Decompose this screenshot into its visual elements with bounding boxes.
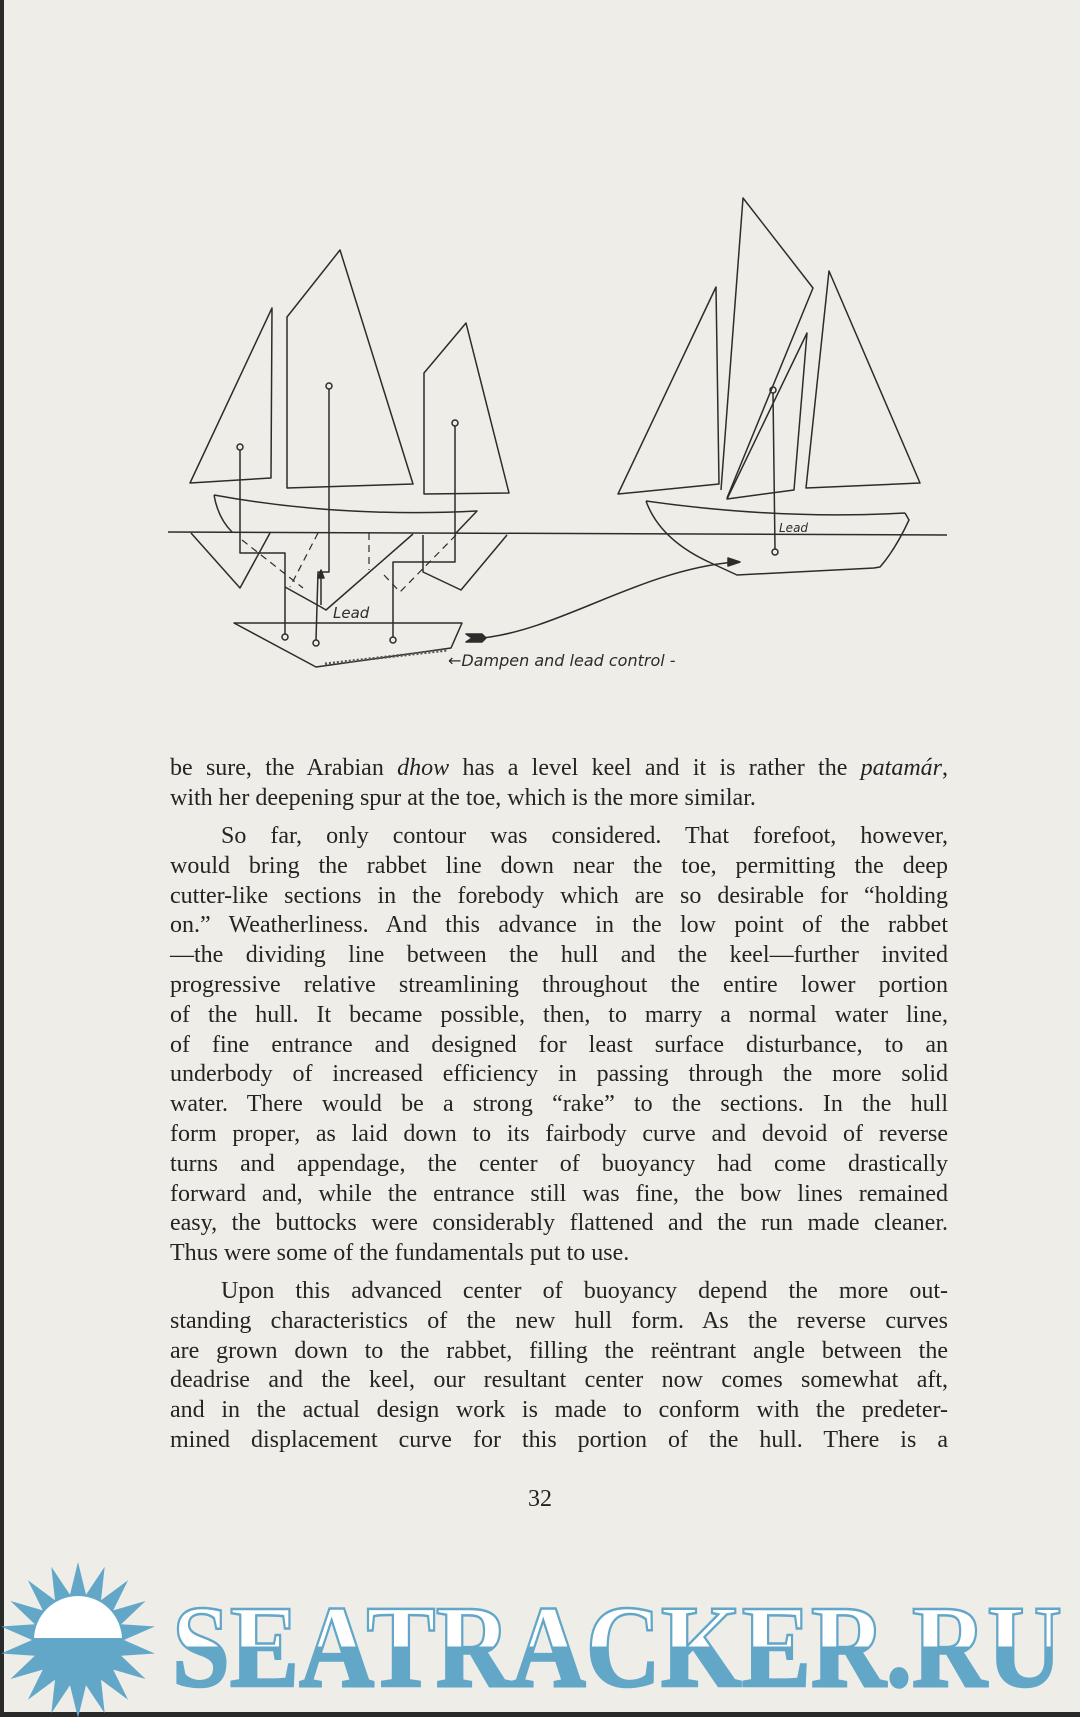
text-line: would bring the rabbet line down near the toe, permitting the deep xyxy=(170,852,948,879)
text-line: of fine entrance and designed for least surface disturbance, to an xyxy=(170,1031,948,1058)
text-line: on.” Weatherliness. And this advance in the low point of the rabbet xyxy=(170,912,948,939)
text-line: cutter-like sections in the forebody which are so desirable for “holding xyxy=(170,882,948,909)
paragraph-1 xyxy=(170,754,948,814)
text-line: progressive relative streamlining throughout the entire lower portion xyxy=(170,971,948,998)
label-lead-right: Lead xyxy=(779,521,809,535)
text-line: water. There would be a strong “rake” to the sections. In the hull xyxy=(170,1091,948,1118)
text-line: underbody of increased efficiency in passing through the more solid xyxy=(170,1061,948,1088)
text-line: —the dividing line between the hull and the keel—further invited xyxy=(170,942,948,969)
sail-right-jib xyxy=(727,333,807,499)
sail-left-mizzen xyxy=(424,323,509,494)
text-line: be sure, the Arabian dhow has a level keel and it is rather the patamár, xyxy=(170,755,948,781)
text-line: turns and appendage, the center of buoyancy had come drastically xyxy=(170,1150,948,1177)
watermark-seatracker xyxy=(0,1560,1080,1717)
label-lead-left: Lead xyxy=(333,604,370,622)
watermark-text: SEATRACKER.RU xyxy=(172,1581,1062,1712)
text-line: form proper, as laid down to its fairbody curve and devoid of reverse xyxy=(170,1120,948,1147)
sail-right-fore xyxy=(618,287,719,494)
paragraph-2 xyxy=(170,822,948,1269)
text-line: deadrise and the keel, our resultant center now comes somewhat aft, xyxy=(170,1367,948,1394)
text-line: are grown down to the rabbet, filling the reëntrant angle between the xyxy=(170,1337,948,1364)
text-line: So far, only contour was considered. That forefoot, however, xyxy=(221,823,948,849)
sail-left-fore xyxy=(190,308,272,483)
text-line: easy, the buttocks were considerably flattened and the run made cleaner. xyxy=(170,1210,948,1237)
hull-comparison-figure xyxy=(0,0,1080,720)
keel-main xyxy=(285,534,413,610)
label-dampen-lead-control: ←Dampen and lead control - xyxy=(448,651,676,670)
paragraph-3 xyxy=(170,1277,948,1456)
waterline xyxy=(168,532,947,535)
text-line: with her deepening spur at the toe, which is the more similar. xyxy=(170,784,756,811)
text-line: of the hull. It became possible, then, to marry a normal water line, xyxy=(170,1001,948,1028)
rod-2 xyxy=(316,389,329,640)
text-line: mined displacement curve for this portion of the hull. There is a xyxy=(170,1426,948,1453)
text-line: Thus were some of the fundamentals put to use. xyxy=(170,1240,630,1267)
sun-logo-icon xyxy=(1,1562,155,1717)
text-line: standing characteristics of the new hull form. As the reverse curves xyxy=(170,1307,948,1334)
text-line: forward and, while the entrance still was fine, the bow lines remained xyxy=(170,1180,948,1207)
sail-right-mizzen xyxy=(806,271,920,488)
sail-left-main xyxy=(287,250,413,488)
text-line: Upon this advanced center of buoyancy depend the more out- xyxy=(221,1278,948,1304)
text-line: and in the actual design work is made to conform with the predeter- xyxy=(170,1397,948,1424)
rod-1 xyxy=(240,450,285,634)
connection-arrow xyxy=(482,562,735,638)
hull-left xyxy=(214,495,477,533)
hull-lower xyxy=(234,623,462,667)
page-number: 32 xyxy=(528,1486,552,1512)
hull-right xyxy=(646,501,909,575)
keel-fore xyxy=(191,533,270,588)
